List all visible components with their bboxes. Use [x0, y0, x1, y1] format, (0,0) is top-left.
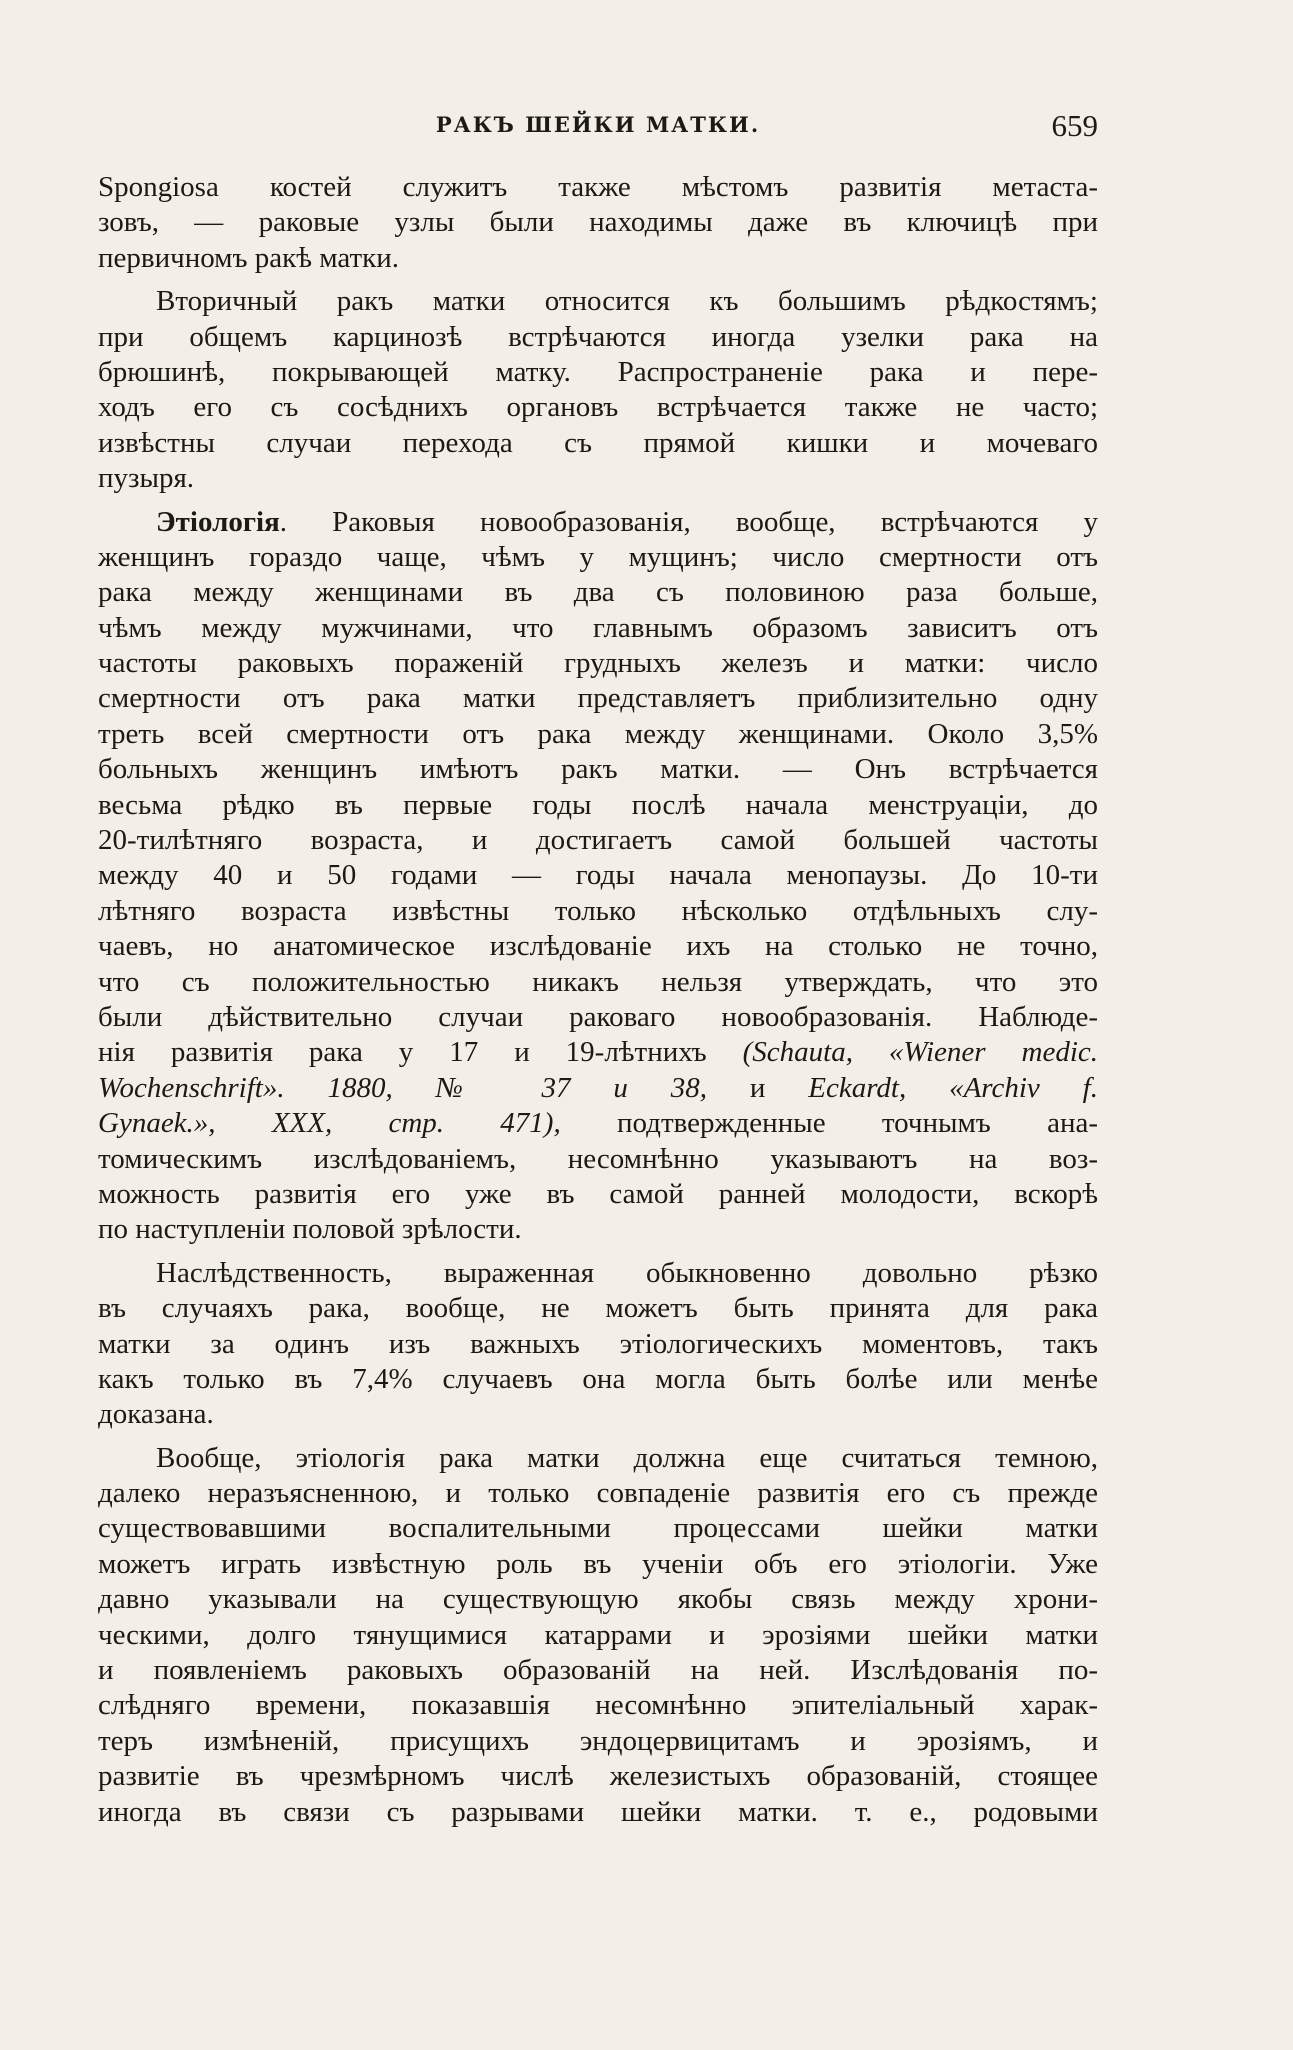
text-line: рака между женщинами въ два съ половиною раза больше, [98, 576, 1098, 609]
text-line: томическимъ изслѣдованіемъ, несомнѣнно указываютъ на воз- [98, 1142, 1098, 1175]
paragraph [98, 1256, 1098, 1433]
text-line: между 40 и 50 годами — годы начала менопаузы. До 10-ти [98, 859, 1098, 892]
text-line: Spongiosa костей служитъ также мѣстомъ развитія метаста- [98, 171, 1098, 203]
text-line: матки за одинъ изъ важныхъ этіологическихъ моментовъ, такъ [98, 1327, 1098, 1360]
text-line: и появленіемъ раковыхъ образованій на ней. Изслѣдованія по- [98, 1654, 1098, 1687]
text-line: брюшинѣ, покрывающей матку. Распространеніе рака и пере- [98, 355, 1098, 388]
text-line: первичномъ ракѣ матки. [98, 241, 400, 274]
text-line: можность развитія его уже въ самой ранней молодости, вскорѣ [98, 1177, 1098, 1210]
text-line: ческими, долго тянущимися катаррами и эрозіями шейки матки [98, 1618, 1098, 1651]
text-fragment: . Раковыя новообразованія, вообще, встрѣчаются у [279, 505, 1098, 538]
text-line: лѣтняго возраста извѣстны только нѣсколько отдѣльныхъ слу- [98, 894, 1098, 927]
paragraph [98, 170, 1098, 276]
text-line [98, 1035, 1098, 1070]
text-line: были дѣйствительно случаи раковаго новообразованія. Наблюде- [98, 1000, 1098, 1033]
text-line [98, 1071, 1098, 1106]
paragraph-etiology [98, 505, 1098, 1248]
text-line: смертности отъ рака матки представляетъ приблизительно одну [98, 682, 1098, 715]
text-line: можетъ играть извѣстную роль въ ученіи объ его этіологіи. Уже [98, 1547, 1098, 1580]
text-line: 20-тилѣтняго возраста, и достигаетъ самой большей частоты [98, 824, 1098, 857]
text-line: чѣмъ между мужчинами, что главнымъ образомъ зависитъ отъ [98, 611, 1098, 644]
text-fragment: нія развитія рака у 17 и 19-лѣтнихъ [98, 1036, 707, 1069]
text-line: далеко неразъясненною, и только совпаденіе развитія его съ прежде [98, 1477, 1098, 1510]
text-line: доказана. [98, 1398, 214, 1431]
text-line: весьма рѣдко въ первые годы послѣ начала менструаціи, до [98, 788, 1098, 821]
citation: Gynaek.», XXX, стр. 471), [98, 1107, 561, 1140]
text-line: Наслѣдственность, выраженная обыкновенно довольно рѣзко [156, 1256, 1098, 1289]
text-line: развитіе въ чрезмѣрномъ числѣ железистыхъ образованій, стоящее [98, 1760, 1098, 1793]
text-line: что съ положительностью никакъ нельзя утверждать, что это [98, 965, 1098, 998]
running-header [98, 108, 1098, 152]
running-title: РАКЪ ШЕЙКИ МАТКИ. [435, 112, 761, 137]
paragraph [98, 1441, 1098, 1830]
text-line [98, 505, 1098, 540]
text-line: чаевъ, но анатомическое изслѣдованіе ихъ на столько не точно, [98, 930, 1098, 963]
text-fragment: подтвержденные точнымъ ана- [617, 1107, 1098, 1140]
text-line: теръ измѣненій, присущихъ эндоцервицитамъ и эрозіямъ, и [98, 1724, 1098, 1757]
text-line: давно указывали на существующую якобы связь между хрони- [98, 1583, 1098, 1616]
text-line: ходъ его съ сосѣднихъ органовъ встрѣчается также не часто; [98, 391, 1098, 424]
text-line: женщинъ гораздо чаще, чѣмъ у мущинъ; число смертности отъ [98, 540, 1098, 573]
text-line: Вообще, этіологія рака матки должна еще считаться темною, [156, 1441, 1098, 1474]
paragraph [98, 284, 1098, 496]
text-line [98, 1106, 1098, 1141]
text-line: извѣстны случаи перехода съ прямой кишки и мочеваго [98, 426, 1098, 459]
text-line: слѣдняго времени, показавшія несомнѣнно эпителіальный харак- [98, 1689, 1098, 1722]
text-line: при общемъ карцинозѣ встрѣчаются иногда узелки рака на [98, 320, 1098, 353]
text-line: Вторичный ракъ матки относится къ большимъ рѣдкостямъ; [156, 285, 1098, 318]
text-line: больныхъ женщинъ имѣютъ ракъ матки. — Онъ встрѣчается [98, 753, 1098, 786]
text-line: иногда въ связи съ разрывами шейки матки. т. е., родовыми [98, 1795, 1098, 1828]
text-line: какъ только въ 7,4% случаевъ она могла быть болѣе или менѣе [98, 1362, 1098, 1395]
citation: Wochenschrift». 1880, № 37 и 38, [98, 1071, 707, 1104]
text-line: существовавшими воспалительными процессами шейки матки [98, 1512, 1098, 1545]
body-text [98, 170, 1098, 1838]
text-line: въ случаяхъ рака, вообще, не можетъ быть принята для рака [98, 1292, 1098, 1325]
section-heading: Этіологія [156, 505, 280, 538]
text-line: зовъ, — раковые узлы были находимы даже въ ключицѣ при [98, 206, 1098, 239]
citation: (Schauta, «Wiener medic. [742, 1036, 1099, 1069]
text-fragment: и [749, 1071, 766, 1104]
text-line: частоты раковыхъ пораженій грудныхъ железъ и матки: число [98, 647, 1098, 680]
page-number: 659 [1051, 108, 1098, 143]
citation: Eckardt, «Archiv f. [808, 1071, 1098, 1104]
text-line: пузыря. [98, 462, 195, 495]
text-line: треть всей смертности отъ рака между женщинами. Около 3,5% [98, 717, 1098, 750]
text-line: по наступленіи половой зрѣлости. [98, 1213, 522, 1246]
